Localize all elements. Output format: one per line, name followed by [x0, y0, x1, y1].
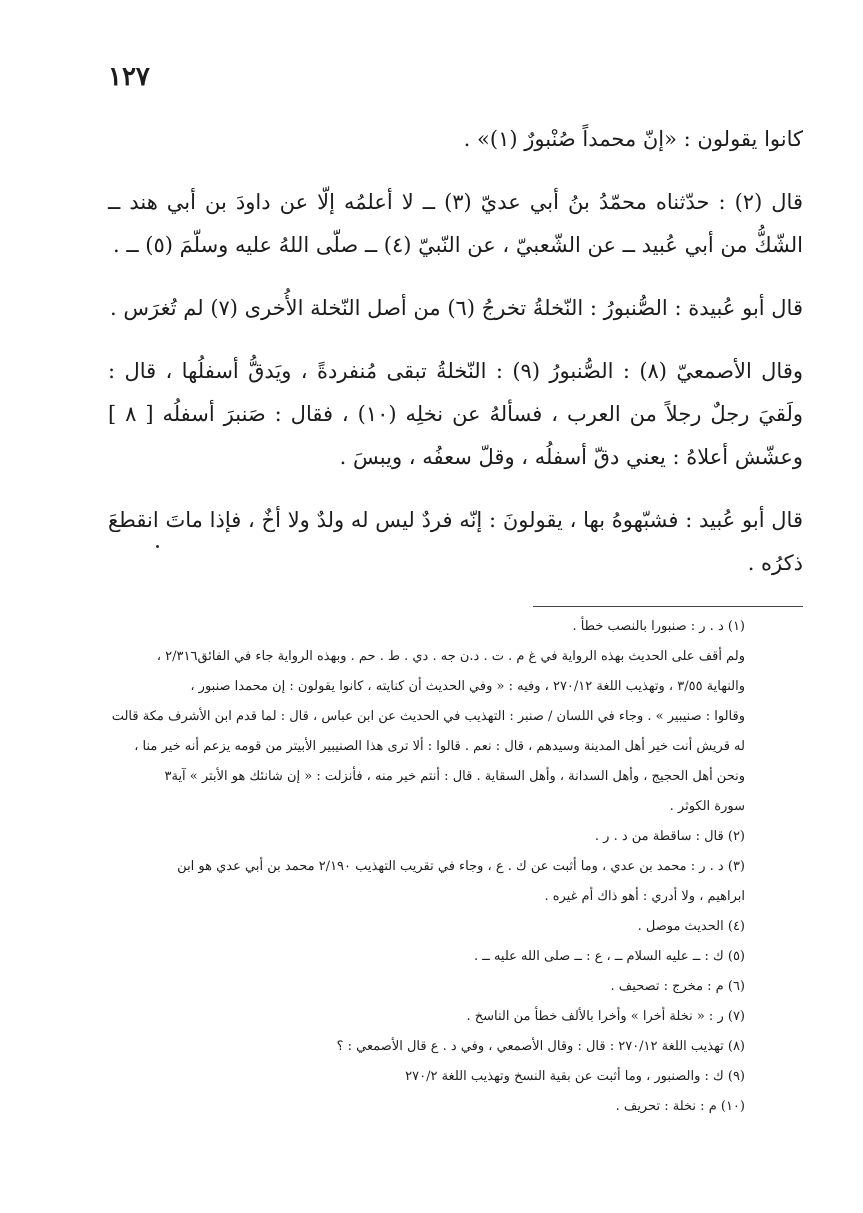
footnote-continuation: له قريش أنت خير أهل المدينة وسيدهم ، قال : نعم . قالوا : ألا ترى هذا الصنيبير الأبيتر من قومه يزعم أنه خير منا ،: [134, 739, 745, 754]
footnote-continuation: سورة الكوثر .: [669, 799, 745, 814]
footnote-continuation: وقالوا : صنيبير » . وجاء في اللسان / صنبر : التهذيب في الحديث عن ابن عباس ، قال : لما قدم ابن الأشرف مكة قالت: [111, 709, 745, 724]
stray-dot: [156, 545, 159, 548]
footnote-continuation: ابراهيم ، ولا أدري : أهو ذاك أم غيره .: [544, 889, 745, 904]
paragraph-asmai: وقال الأصمعيّ (٨) : الصُّنبورُ (٩) : النّخلةُ تبقى مُنفردةً ، ويَدقُّ أسفلُها ، قال : ولَقيَ رجلٌ رجلاً من العرب ، فسألهُ عن نخلِه (١٠) ، فقال : صَنبرَ أسفلُه [ ٨ ] وعشّش أعلاهُ : يعني دقّ أسفلُه ، وقلّ سعفُه ، ويبسَ .: [108, 359, 804, 469]
footnote-continuation: والنهاية ٣/٥٥ ، وتهذيب اللغة ٢٧٠/١٢ ، وفيه : « وفي الحديث أن كنايته ، كانوا يقولون : إن محمدا صنبور ،: [190, 679, 745, 694]
footnote: (١) د . ر : صنبورا بالنصب خطأ .: [572, 619, 745, 634]
paragraph-hadith-chain: قال (٢) : حدّثناه محمّدُ بنُ أبي عديّ (٣) ــ لا أعلمُه إلّا عن داودَ بن أبي هند ــ الشّكُّ من أبي عُبيد ــ عن الشّعبيّ ، عن النّبيّ (٤) ــ صلّى اللهُ عليه وسلّمَ (٥) ــ .: [108, 190, 803, 257]
footnote-continuation: ونحن أهل الحجيج ، وأهل السدانة ، وأهل السقاية . قال : أنتم خير منه ، فأنزلت : « إن شانئك هو الأبتر » آية٣: [164, 769, 745, 784]
footnote: (١٠) م : نخلة : تحريف .: [615, 1099, 745, 1114]
footnote: (٨) تهذيب اللغة ٢٧٠/١٢ : قال : وقال الأصمعي ، وفي د . ع قال الأصمعي : ؟: [336, 1039, 745, 1054]
footnote: (٦) م : مخرج : تصحيف .: [610, 979, 745, 994]
footnote: (٢) قال : ساقطة من د . ر .: [594, 829, 745, 844]
footnote-continuation: ولم أقف على الحديث بهذه الرواية في غ م . ت . د.ن جه . دي . ط . حم . وبهذه الرواية جاء في الفائق٢/٣١٦ ،: [156, 649, 745, 664]
main-text: [108, 118, 803, 605]
paragraph-intro: كانوا يقولون : «إنّ محمداً صُنْبورٌ (١)» .: [463, 127, 803, 151]
paragraph-abu-ubayda: قال أبو عُبيدة : الصُّنبورُ : النّخلةُ تخرجُ (٦) من أصل النّخلة الأُخرى (٧) لم تُغرَس .: [110, 296, 803, 320]
paragraph-abu-ubayd: قال أبو عُبيد : فشبّهوهُ بها ، يقولونَ : إنّه فردٌ ليس له ولدٌ ولا أخٌ ، فإذا ماتَ انقطعَ ذكرُه .: [108, 508, 803, 575]
page-number: ١٢٧: [108, 62, 150, 92]
footnote: (٩) ك : والصنبور ، وما أثبت عن بقية النسخ وتهذيب اللغة ٢٧٠/٢: [405, 1069, 745, 1084]
footnote-divider: [533, 606, 803, 607]
footnote: (٤) الحديث موصل .: [637, 919, 745, 934]
footnote: (٧) ر : « نخلة أخرا » وأخرا بالألف خطأ من الناسخ .: [466, 1009, 745, 1024]
footnote: (٥) ك : ــ عليه السلام ــ ، ع : ــ صلى الله عليه ــ .: [473, 949, 745, 964]
footnote: (٣) د . ر : محمد بن عدي ، وما أثبت عن ك . ع ، وجاء في تقريب التهذيب ٢/١٩٠ محمد بن أبي عدي هو ابن: [177, 859, 745, 874]
footnotes: [96, 612, 745, 1122]
